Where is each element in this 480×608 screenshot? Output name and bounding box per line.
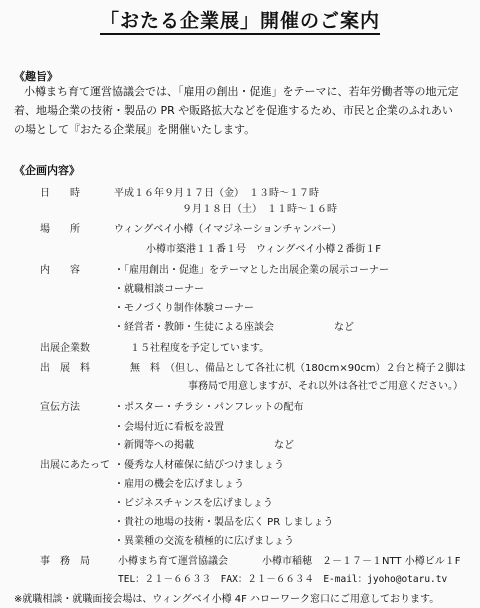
promotion-item: ・ポスター・チラシ・パンフレットの配布: [114, 402, 304, 413]
date-line-1: 平成１６年９月１７日（金） １３時～１７時: [114, 188, 319, 199]
goals-label: 出展にあたって: [40, 460, 110, 471]
page-title: [0, 6, 480, 33]
content-item: ・「雇用創出・促進」をテーマとした出展企業の展示コーナー: [114, 265, 389, 276]
fee-label: 出 展 料: [40, 363, 90, 374]
content-item: ・経営者・教師・生徒による座談会 など: [114, 322, 354, 333]
exhibitors-label: 出展企業数: [40, 343, 90, 354]
purpose-paragraph: [14, 82, 470, 139]
place-line-1: ウィングベイ小樽（イマジネーションチャンバー）: [114, 224, 342, 235]
goals-item: ・異業種の交流を積極的に広げましょう: [114, 536, 294, 547]
purpose-line: 着、地場企業の技術・製品の PR や販路拡大などを促進するため、市民と企業のふれあい: [14, 104, 453, 117]
promotion-label: 宣伝方法: [40, 402, 80, 413]
content-label: 内 容: [40, 265, 80, 276]
goals-item: ・優秀な人材確保に結びつけましょう: [114, 460, 284, 471]
goals-item: ・ビジネスチャンスを広げましょう: [114, 498, 273, 509]
place-label: 場 所: [40, 224, 80, 235]
date-label: 日 時: [40, 188, 80, 199]
fee-value: 無 料 （但し、備品として各社に机（180cm×90cm）２台と椅子２脚は: [130, 363, 466, 374]
purpose-line: の場として『おたる企業展』を開催いたします。: [14, 123, 256, 136]
goals-item: ・雇用の機会を広げましょう: [114, 479, 244, 490]
purpose-line: 小樽まち育て運営協議会では、「雇用の創出・促進」をテーマに、若年労働者等の地元定: [24, 85, 459, 98]
office-contact: TEL：２１－６６３３ FAX：２１－６６３４ E-mail：jyoho@otaru.tv: [118, 574, 448, 585]
content-item: ・モノづくり制作体験コーナー: [114, 303, 254, 314]
place-line-2: 小樽市築港１１番１号 ウィングベイ小樽２番街１F: [146, 244, 381, 255]
office-address: 小樽市稲穂 ２－１７－１NTT 小樽ビル１F: [262, 556, 461, 567]
purpose-heading: 《趣旨》: [14, 70, 58, 83]
exhibitors-value: １５社程度を予定しています。: [130, 343, 270, 354]
plan-heading: 《企画内容》: [14, 164, 80, 177]
goals-item: ・貴社の地場の技術・製品を広く PR しましょう: [114, 517, 334, 528]
date-line-2: ９月１８日（土） １１時～１６時: [182, 204, 337, 215]
office-org: 小樽まち育て運営協議会: [118, 556, 228, 567]
promotion-item: ・新聞等への掲載 など: [114, 440, 294, 451]
promotion-item: ・会場付近に看板を設置: [114, 422, 224, 433]
content-item: ・就職相談コーナー: [114, 284, 204, 295]
fee-line-2: 事務局で用意しますが、それ以外は各社でご用意ください。）: [188, 381, 463, 392]
page-title-text: 「おたる企業展」開催のご案内: [100, 10, 380, 35]
office-label: 事 務 局: [40, 556, 90, 567]
footnote: ※就職相談・就職面接会場は、ウィングベイ小樽 4F ハローワーク窓口にご用意しております。: [14, 594, 440, 605]
